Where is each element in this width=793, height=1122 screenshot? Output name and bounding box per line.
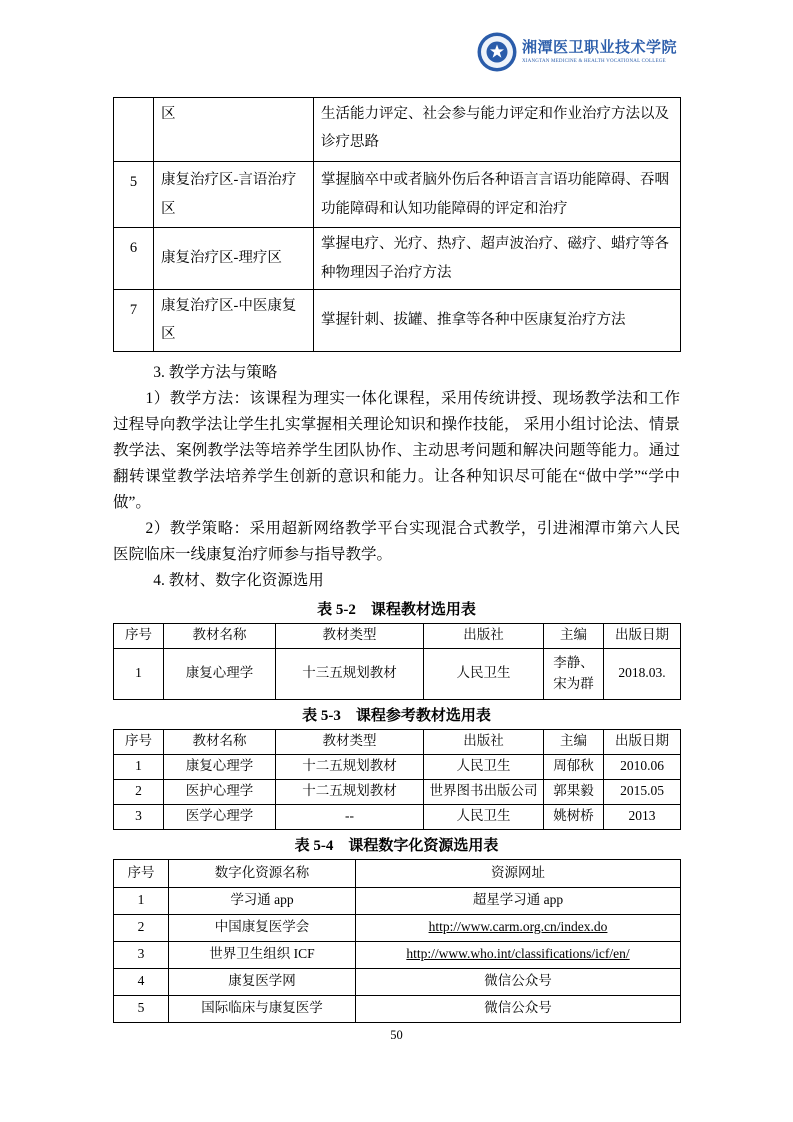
column-header-publisher: 出版社: [424, 623, 544, 648]
cell-resource-name: 国际临床与康复医学: [169, 995, 356, 1022]
cell-title: 康复心理学: [164, 754, 276, 779]
cell-seq: 2: [114, 914, 169, 941]
page-header: [477, 32, 677, 72]
section-heading-teaching-methods: 3. 教学方法与策略: [153, 363, 278, 381]
college-logo-icon: [477, 32, 517, 72]
cell-title: 医护心理学: [164, 779, 276, 804]
cell-editor: 郭果毅: [544, 779, 604, 804]
column-header-publisher: 出版社: [424, 729, 544, 754]
table-5-2-caption: 表 5-2 课程教材选用表: [317, 601, 476, 618]
area-name-cell: 区: [154, 98, 314, 162]
cell-seq: 3: [114, 804, 164, 829]
column-header-pubdate: 出版日期: [604, 729, 681, 754]
table-row: [114, 779, 681, 804]
column-header-resource-name: 数字化资源名称: [169, 859, 356, 887]
resource-url-link[interactable]: http://www.carm.org.cn/index.do: [356, 914, 681, 941]
column-header-pubdate: 出版日期: [604, 623, 681, 648]
table-row: [114, 804, 681, 829]
rehab-training-area-table: [113, 97, 681, 352]
college-name-english: XIANGTAN MEDICINE & HEALTH VOCATIONAL COLLEGE: [521, 59, 666, 65]
cell-seq: 1: [114, 648, 164, 699]
area-name-cell: 康复治疗区-言语治疗区: [154, 162, 314, 228]
cell-seq: 3: [114, 941, 169, 968]
table-row: [114, 914, 681, 941]
table-row: [114, 968, 681, 995]
cell-publisher: 人民卫生: [424, 804, 544, 829]
cell-publisher: 人民卫生: [424, 648, 544, 699]
column-header-seq: 序号: [114, 623, 164, 648]
table-row: [114, 290, 681, 352]
table-row: [114, 98, 681, 162]
page-footer: [0, 1028, 793, 1043]
row-index-cell: 5: [114, 162, 154, 228]
table-header-row: [114, 859, 681, 887]
table-5-3-caption: 表 5-3 课程参考教材选用表: [302, 707, 491, 724]
digital-resource-table: [113, 859, 681, 1023]
table-row: [114, 941, 681, 968]
column-header-editor: 主编: [544, 623, 604, 648]
teaching-methods-section: [113, 360, 680, 594]
page-number: 50: [390, 1028, 403, 1042]
cell-resource-name: 中国康复医学会: [169, 914, 356, 941]
reference-textbook-table: [113, 729, 681, 830]
cell-editor: 姚树桥: [544, 804, 604, 829]
table-row: [114, 648, 681, 699]
column-header-resource-url: 资源网址: [356, 859, 681, 887]
cell-type: 十三五规划教材: [276, 648, 424, 699]
cell-publisher: 世界图书出版公司: [424, 779, 544, 804]
column-header-editor: 主编: [544, 729, 604, 754]
table-row: [114, 995, 681, 1022]
cell-seq: 1: [114, 887, 169, 914]
cell-resource-url: 微信公众号: [356, 995, 681, 1022]
table-row: [114, 228, 681, 290]
column-header-seq: 序号: [114, 729, 164, 754]
row-index-cell: 7: [114, 290, 154, 352]
cell-type: 十二五规划教材: [276, 754, 424, 779]
resource-url-link[interactable]: http://www.who.int/classifications/icf/en/: [356, 941, 681, 968]
cell-pubdate: 2018.03.: [604, 648, 681, 699]
column-header-seq: 序号: [114, 859, 169, 887]
column-header-title: 教材名称: [164, 729, 276, 754]
cell-type: 十二五规划教材: [276, 779, 424, 804]
table-header-row: [114, 623, 681, 648]
cell-seq: 5: [114, 995, 169, 1022]
cell-pubdate: 2015.05: [604, 779, 681, 804]
section-heading-materials: 4. 教材、数字化资源选用: [153, 571, 324, 589]
column-header-type: 教材类型: [276, 729, 424, 754]
cell-resource-url: 微信公众号: [356, 968, 681, 995]
document-body: [113, 97, 680, 1023]
cell-pubdate: 2010.06: [604, 754, 681, 779]
cell-type: --: [276, 804, 424, 829]
area-desc-cell: 掌握针刺、拔罐、推拿等各种中医康复治疗方法: [314, 290, 681, 352]
cell-editor: 李静、宋为群: [544, 648, 604, 699]
cell-title: 康复心理学: [164, 648, 276, 699]
college-wordmark: [522, 40, 677, 64]
table-row: [114, 162, 681, 228]
column-header-title: 教材名称: [164, 623, 276, 648]
cell-publisher: 人民卫生: [424, 754, 544, 779]
table-row: [114, 754, 681, 779]
teaching-strategy-paragraph: 2）教学策略：采用超新网络教学平台实现混合式教学，引进湘潭市第六人民医院临床一线康复治疗师参与指导教学。: [113, 519, 680, 563]
cell-pubdate: 2013: [604, 804, 681, 829]
row-index-cell: 6: [114, 228, 154, 290]
college-name: 湘潭医卫职业技术学院: [521, 39, 677, 56]
cell-resource-name: 世界卫生组织 ICF: [169, 941, 356, 968]
teaching-methods-paragraph: 1）教学方法：该课程为理实一体化课程，采用传统讲授、现场教学法和工作过程导向教学法让学生扎实掌握相关理论知识和操作技能， 采用小组讨论法、情景教学法、案例教学法等培养学生团队协作、主动思考问题和解决问题等能力。通过翻转课堂教学法培养学生创新的意识和能力。让各种知识尽可能在“做中学”“学中做”。: [113, 389, 680, 511]
cell-seq: 4: [114, 968, 169, 995]
area-name-cell: 康复治疗区-理疗区: [154, 228, 314, 290]
cell-resource-name: 学习通 app: [169, 887, 356, 914]
area-desc-cell: 掌握脑卒中或者脑外伤后各种语言言语功能障碍、吞咽功能障碍和认知功能障碍的评定和治疗: [314, 162, 681, 228]
cell-resource-name: 康复医学网: [169, 968, 356, 995]
column-header-type: 教材类型: [276, 623, 424, 648]
table-header-row: [114, 729, 681, 754]
textbook-selection-table: [113, 623, 681, 700]
cell-seq: 2: [114, 779, 164, 804]
area-desc-cell: 生活能力评定、社会参与能力评定和作业治疗方法以及诊疗思路: [314, 98, 681, 162]
area-name-cell: 康复治疗区-中医康复区: [154, 290, 314, 352]
cell-resource-url: 超星学习通 app: [356, 887, 681, 914]
row-index-cell: [114, 98, 154, 162]
table-5-4-caption: 表 5-4 课程数字化资源选用表: [294, 837, 499, 854]
cell-seq: 1: [114, 754, 164, 779]
table-row: [114, 887, 681, 914]
cell-title: 医学心理学: [164, 804, 276, 829]
cell-editor: 周郁秋: [544, 754, 604, 779]
area-desc-cell: 掌握电疗、光疗、热疗、超声波治疗、磁疗、蜡疗等各种物理因子治疗方法: [314, 228, 681, 290]
